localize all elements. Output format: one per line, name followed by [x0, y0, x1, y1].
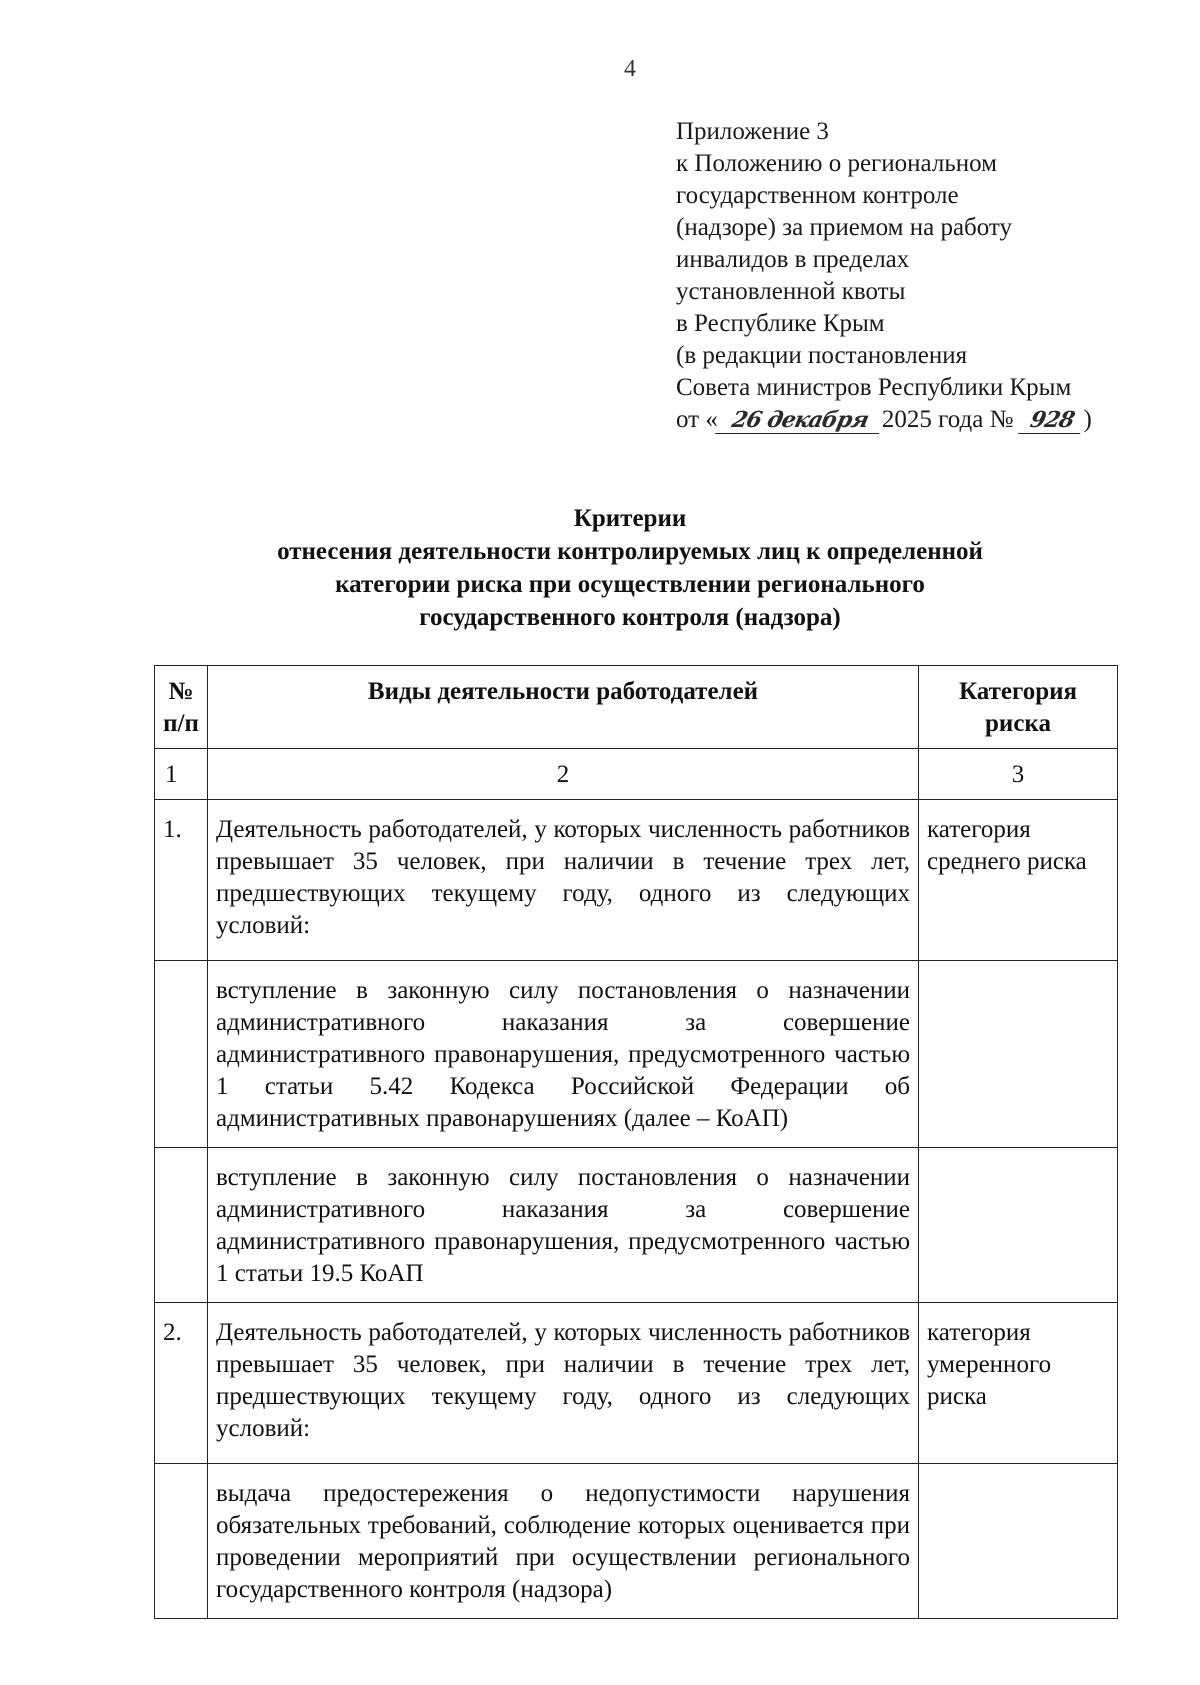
- document-title: [30, 502, 1200, 634]
- appendix-line: в Республике Крым: [676, 310, 885, 337]
- row-category: [919, 1148, 1118, 1303]
- table-row: [155, 800, 1118, 961]
- appendix-line: установленной квоты: [676, 278, 906, 305]
- appendix-line: к Положению о региональном: [676, 150, 997, 177]
- row-text: вступление в законную силу постановления о назначении административного наказания за совершение административного правонарушения, предусмотренного частью 1 статьи 5.42 Кодекса Российской Федерации об административных правонарушениях (далее – КоАП): [208, 961, 919, 1148]
- table-row: [155, 1464, 1118, 1619]
- row-number: [155, 1464, 208, 1619]
- row-category: [919, 961, 1118, 1148]
- row-category: [919, 1464, 1118, 1619]
- row-category: категория среднего риска: [919, 800, 1118, 961]
- table-row: [155, 1148, 1118, 1303]
- row-number: 1.: [155, 800, 208, 961]
- date-prefix: от «: [676, 406, 718, 433]
- row-number: [155, 961, 208, 1148]
- row-text: Деятельность работодателей, у которых численность работников превышает 35 человек, при наличии в течение трех лет, предшествующих текущему году, одного из следующих условий:: [208, 800, 919, 961]
- header-num: № п/п: [155, 666, 208, 749]
- appendix-line: государственном контроле: [676, 182, 959, 209]
- date-suffix: ): [1083, 406, 1092, 433]
- column-number: 3: [919, 749, 1118, 800]
- column-number: 2: [208, 749, 919, 800]
- header-activity: Виды деятельности работодателей: [208, 666, 919, 749]
- column-number: 1: [155, 749, 208, 800]
- title-heading: Критерии: [573, 505, 687, 532]
- appendix-date-line: [676, 404, 1092, 436]
- table-header-row: [155, 666, 1118, 749]
- title-line: отнесения деятельности контролируемых лиц к определенной: [277, 538, 983, 565]
- appendix-line: Приложение 3: [676, 118, 829, 145]
- title-line: государственного контроля (надзора): [419, 604, 841, 631]
- handwritten-date: 26 декабря: [715, 407, 885, 434]
- row-category: категория умеренного риска: [919, 1303, 1118, 1464]
- appendix-line: (в редакции постановления: [676, 342, 968, 369]
- appendix-block: [676, 116, 1092, 436]
- row-number: 2.: [155, 1303, 208, 1464]
- appendix-line: Совета министров Республики Крым: [676, 374, 1072, 401]
- criteria-table: [154, 665, 1118, 1619]
- row-number: [155, 1148, 208, 1303]
- date-year: 2025 года №: [881, 406, 1014, 433]
- table-row: [155, 1303, 1118, 1464]
- appendix-line: (надзоре) за приемом на работу: [676, 214, 1013, 241]
- appendix-line: инвалидов в пределах: [676, 246, 910, 273]
- title-line: категории риска при осуществлении регионального: [335, 571, 925, 598]
- handwritten-number: 928: [1019, 407, 1087, 434]
- row-text: выдача предостережения о недопустимости нарушения обязательных требований, соблюдение которых оценивается при проведении мероприятий при осуществлении регионального государственного контроля (надзора): [208, 1464, 919, 1619]
- row-text: Деятельность работодателей, у которых численность работников превышает 35 человек, при наличии в течение трех лет, предшествующих текущему году, одного из следующих условий:: [208, 1303, 919, 1464]
- header-category: Категория риска: [919, 666, 1118, 749]
- row-text: вступление в законную силу постановления о назначении административного наказания за совершение административного правонарушения, предусмотренного частью 1 статьи 19.5 КоАП: [208, 1148, 919, 1303]
- page-number: 4: [624, 56, 636, 82]
- table-row: [155, 961, 1118, 1148]
- column-number-row: [155, 749, 1118, 800]
